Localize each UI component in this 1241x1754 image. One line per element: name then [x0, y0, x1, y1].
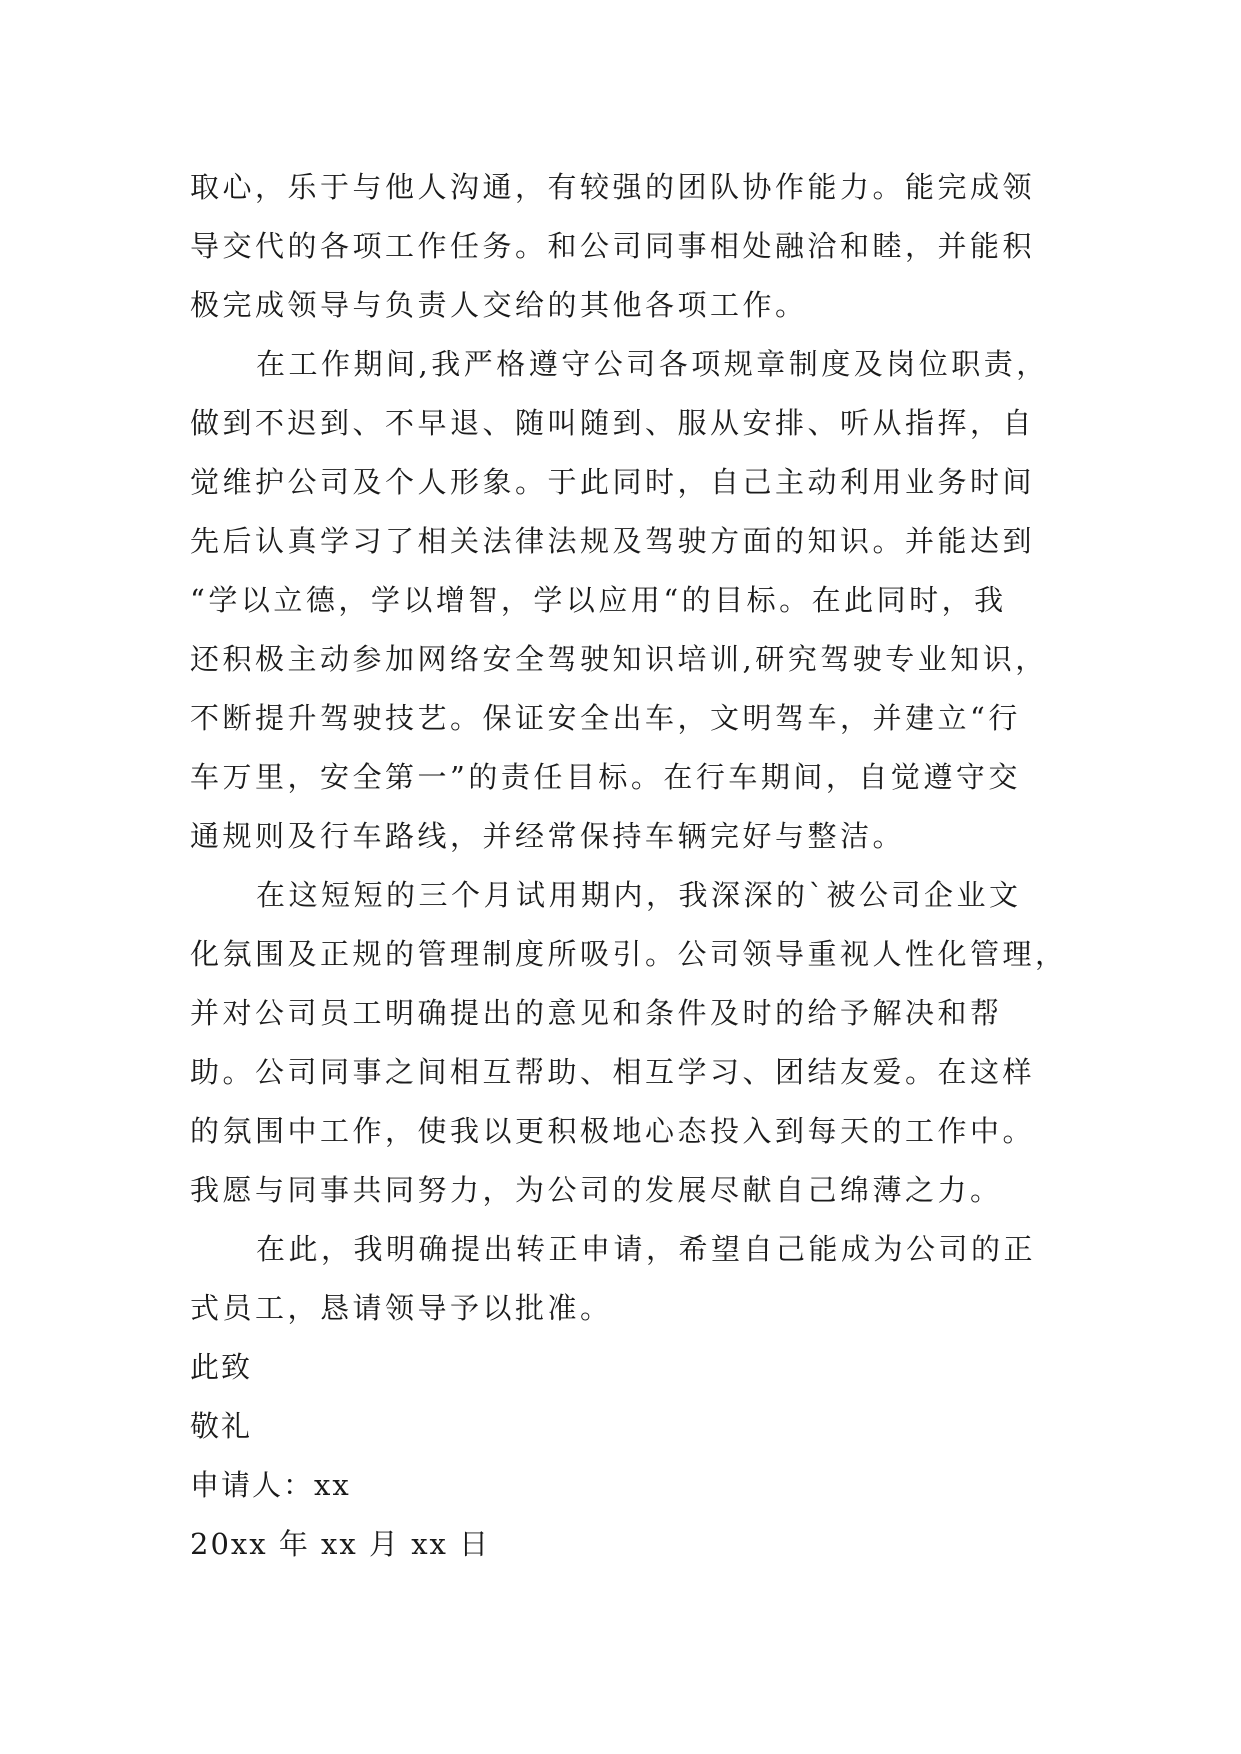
paragraph-line: 极完成领导与负责人交给的其他各项工作。: [190, 288, 808, 322]
paragraph-line: 在此，我明确提出转正申请，希望自己能成为公司的正: [256, 1232, 1037, 1266]
paragraph-line: 车万里，安全第一”的责任目标。在行车期间，自觉遵守交: [190, 760, 1021, 794]
paragraph-line: 不断提升驾驶技艺。保证安全出车，文明驾车，并建立“行: [190, 701, 1021, 735]
letter-body: [190, 158, 1068, 1574]
paragraph-line: 先后认真学习了相关法律法规及驾驶方面的知识。并能达到: [190, 524, 1036, 558]
paragraph-line: 的氛围中工作，使我以更积极地心态投入到每天的工作中。: [190, 1114, 1036, 1148]
paragraph-line: 并对公司员工明确提出的意见和条件及时的给予解决和帮: [190, 996, 1003, 1030]
paragraph-line: 式员工，恳请领导予以批准。: [190, 1291, 613, 1325]
paragraph-line: 做到不迟到、不早退、随叫随到、服从安排、听从指挥，自: [190, 406, 1036, 440]
paragraph-2: [190, 335, 1060, 866]
paragraph-line: 在这短短的三个月试用期内，我深深的`被公司企业文: [256, 878, 1022, 912]
letter-date: 20xx 年 xx 月 xx 日: [190, 1527, 491, 1561]
paragraph-line: 觉维护公司及个人形象。于此同时，自己主动利用业务时间: [190, 465, 1036, 499]
paragraph-3: [190, 866, 1068, 1220]
paragraph-line: 通规则及行车路线，并经常保持车辆完好与整洁。: [190, 819, 906, 853]
salutation-jing-li: 敬礼: [190, 1409, 253, 1443]
applicant-signature: 申请人：xx: [190, 1468, 351, 1502]
paragraph-4: [190, 1220, 1060, 1338]
paragraph-line: “学以立德，学以增智，学以应用“的目标。在此同时，我: [190, 583, 1007, 617]
paragraph-line: 还积极主动参加网络安全驾驶知识培训,研究驾驶专业知识，: [190, 642, 1048, 676]
paragraph-line: 化氛围及正规的管理制度所吸引。公司领导重视人性化管理，: [190, 937, 1068, 971]
paragraph-line: 取心，乐于与他人沟通，有较强的团队协作能力。能完成领: [190, 170, 1036, 204]
paragraph-1: [190, 158, 1060, 335]
letter-closing: [190, 1338, 1060, 1574]
paragraph-line: 导交代的各项工作任务。和公司同事相处融洽和睦，并能积: [190, 229, 1036, 263]
salutation-ci-zhi: 此致: [190, 1350, 253, 1384]
paragraph-line: 助。公司同事之间相互帮助、相互学习、团结友爱。在这样: [190, 1055, 1036, 1089]
paragraph-line: 在工作期间,我严格遵守公司各项规章制度及岗位职责，: [256, 347, 1049, 381]
paragraph-line: 我愿与同事共同努力，为公司的发展尽献自己绵薄之力。: [190, 1173, 1003, 1207]
